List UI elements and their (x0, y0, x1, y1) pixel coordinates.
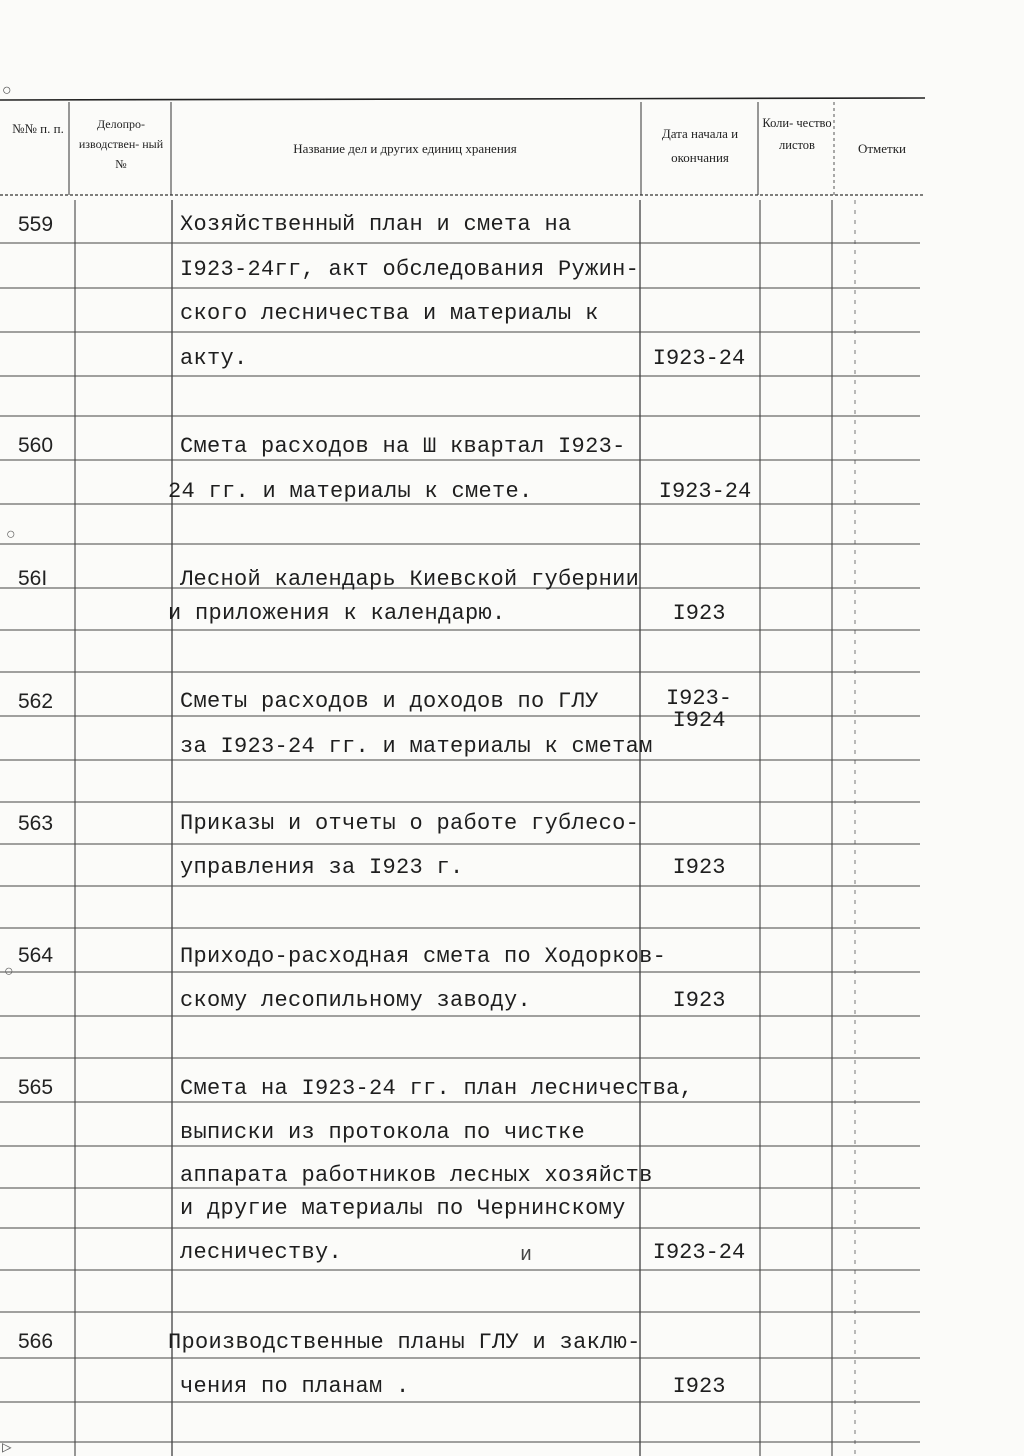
entry-date: I923-24 (652, 346, 746, 371)
entry-title-line: скому лесопильному заводу. (180, 988, 532, 1013)
entry-title-line: Лесной календарь Киевской губернии (180, 567, 640, 592)
header-dates-col: Дата начала и окончания (661, 126, 739, 165)
entry-title-line: чения по планам . (180, 1374, 410, 1399)
header-sheets-col: Коли- чество листов (762, 116, 832, 152)
entry-title-line: и другие материалы по Чернинскому (180, 1196, 626, 1221)
entry-number: 566 (18, 1330, 54, 1353)
entry-title-line: акту. (180, 346, 248, 371)
entry-date: I923 (672, 1374, 726, 1399)
entry-date: I923 (672, 601, 726, 626)
entry-number: 564 (18, 944, 54, 967)
entry-number: 563 (18, 812, 54, 835)
entry-title-line: Приходо-расходная смета по Ходорков- (180, 944, 667, 969)
entry-number: 565 (18, 1076, 54, 1099)
stray-mark: и (520, 1244, 533, 1267)
entry-number: 560 (18, 434, 54, 457)
header-title-col: Название дел и других единиц хранения (293, 141, 517, 156)
entry-title-line: лесничеству. (180, 1240, 343, 1265)
entry-title-line: управления за I923 г. (180, 855, 464, 880)
entry-title-line: и приложения к календарю. (168, 601, 506, 626)
entry-date: I923-24 (652, 1240, 746, 1265)
svg-text:○: ○ (2, 82, 12, 100)
entry-title-line: Смета расходов на Ш квартал I923- (180, 434, 626, 459)
svg-text:○: ○ (6, 526, 16, 544)
entry-title-line: Смета на I923-24 гг. план лесничества, (180, 1076, 694, 1101)
entry-title-line: I923-24гг, акт обследования Ружин- (180, 257, 640, 282)
entry-date: I923-24 (658, 479, 752, 504)
header-notes-col: Отметки (857, 141, 907, 156)
entry-title-line: аппарата работников лесных хозяйств (180, 1163, 653, 1188)
entry-title-line: 24 гг. и материалы к смете. (168, 479, 533, 504)
entry-title-line: Сметы расходов и доходов по ГЛУ (180, 689, 599, 714)
entry-title-line: ского лесничества и материалы к (180, 301, 599, 326)
svg-text:▷: ▷ (2, 1439, 12, 1456)
header-number-col: №№ п. п. (12, 121, 64, 136)
entry-date-end: I924 (672, 708, 726, 733)
entry-title-line: Хозяйственный план и смета на (180, 212, 572, 237)
header-office-col: Делопро- изводствен- ный № (78, 117, 164, 171)
entry-title-line: выписки из протокола по чистке (180, 1120, 586, 1145)
entry-date: I923 (672, 988, 726, 1013)
entry-number: 56I (18, 567, 48, 590)
entry-title-line: за I923-24 гг. и материалы к сметам (180, 734, 653, 759)
entry-title-line: Производственные планы ГЛУ и заклю- (168, 1330, 641, 1355)
entry-date: I923- (665, 686, 732, 711)
entry-number: 559 (18, 213, 54, 236)
svg-text:○: ○ (4, 963, 14, 981)
entry-number: 562 (18, 690, 54, 713)
entry-date: I923 (672, 855, 726, 880)
entry-title-line: Приказы и отчеты о работе гублесо- (180, 811, 640, 836)
